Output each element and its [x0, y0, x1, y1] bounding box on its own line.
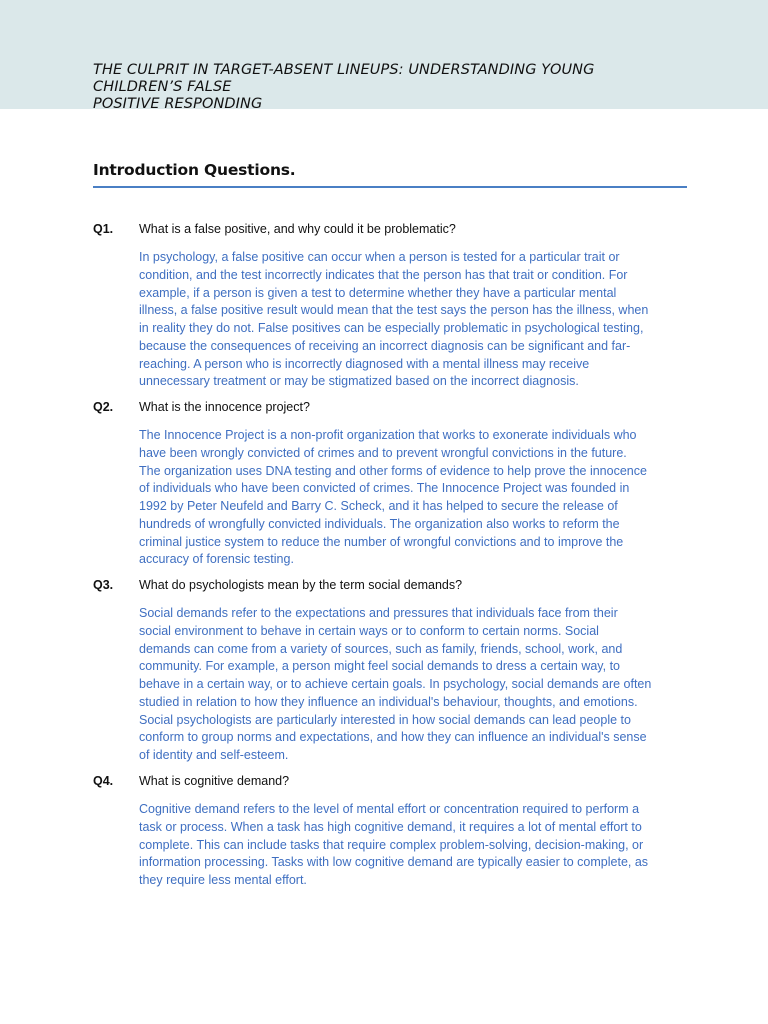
question-text: What do psychologists mean by the term social demands?: [139, 578, 463, 592]
answer-line: Social psychologists are particularly interested in how social demands can lead people to: [139, 712, 631, 727]
section-heading: Introduction Questions.: [93, 161, 296, 179]
answer-line: The Innocence Project is a non-profit organization that works to exonerate individuals who: [139, 428, 637, 442]
answer-line: of identity and self-esteem.: [139, 748, 289, 762]
answer-line: Social demands refer to the expectations and pressures that individuals face from their: [139, 606, 618, 620]
document-title: [93, 62, 693, 113]
answer-line: Cognitive demand refers to the level of mental effort or concentration required to perform a: [139, 802, 640, 816]
answer-line: in reality they do not. False positives can be especially problematic in psychological testing,: [139, 321, 644, 335]
question-block-3: [93, 578, 683, 765]
answer-line: In psychology, a false positive can occur when a person is tested for a particular trait or: [139, 250, 620, 264]
answer-line: unnecessary treatment or may be stigmatized based on the incorrect diagnosis.: [139, 374, 579, 389]
answer-line: studied in relation to how they influence an individual's behaviour, thoughts, and emotions.: [139, 694, 638, 709]
answer-line: complete. This can include tasks that require complex problem-solving, decision-making, or: [139, 837, 644, 852]
answer-line: conform to group norms and expectations, and how they can influence an individual's sense: [139, 730, 647, 745]
question-block-1: [93, 222, 683, 391]
answer-line: because the consequences of receiving an incorrect diagnosis can be significant and far-: [139, 338, 631, 353]
answer-text: [139, 801, 679, 890]
question-row: [93, 400, 683, 418]
question-row: [93, 774, 683, 792]
answer-line: The organization uses DNA testing and other forms of evidence to help prove the innocence: [139, 463, 647, 478]
answer-line: accuracy of forensic testing.: [139, 552, 294, 567]
question-number: Q4.: [93, 774, 114, 788]
question-block-4: [93, 774, 683, 890]
answer-line: social environment to behave in certain ways or to conform to certain norms. Social: [139, 623, 599, 638]
answer-text: [139, 249, 679, 391]
answer-line: 1992 by Peter Neufeld and Barry C. Scheck, and it has helped to secure the release of: [139, 499, 618, 513]
answer-line: reaching. A person who is incorrectly diagnosed with a mental illness may receive: [139, 356, 590, 371]
question-block-2: [93, 400, 683, 569]
answer-line: illness, a false positive result would mean that the test says the person has the illness, when: [139, 303, 649, 318]
answer-line: have been wrongly convicted of crimes and to prevent wrongful convictions in the future.: [139, 445, 627, 460]
answer-line: behave in a certain way, or to achieve certain goals. In psychology, social demands are often: [139, 677, 652, 691]
title-line-1: THE CULPRIT IN TARGET-ABSENT LINEUPS: UNDERSTANDING YOUNG: [93, 62, 595, 78]
question-row: [93, 222, 683, 240]
question-number: Q3.: [93, 578, 114, 592]
answer-text: [139, 427, 679, 569]
answer-text: [139, 605, 679, 765]
answer-line: hundreds of wrongfully convicted individuals. The organization also works to reform the: [139, 516, 620, 531]
question-number: Q1.: [93, 222, 114, 236]
title-line-3: POSITIVE RESPONDING: [93, 96, 263, 112]
answer-line: they require less mental effort.: [139, 873, 307, 887]
answer-line: example, if a person is given a test to determine whether they have a particular mental: [139, 285, 617, 300]
answer-line: community. For example, a person might feel social demands to dress a certain way, to: [139, 659, 620, 674]
answer-line: condition, and the test incorrectly indicates that the person has that trait or condition. For: [139, 267, 628, 282]
question-text: What is cognitive demand?: [139, 774, 290, 788]
answer-line: of individuals who have been convicted of crimes. The Innocence Project was founded in: [139, 481, 630, 496]
answer-line: demands can come from a variety of sources, such as family, friends, school, work, and: [139, 641, 623, 656]
question-number: Q2.: [93, 400, 114, 414]
question-row: [93, 578, 683, 596]
question-text: What is a false positive, and why could it be problematic?: [139, 222, 456, 236]
answer-line: information processing. Tasks with low cognitive demand are typically easier to complete, as: [139, 855, 649, 870]
answer-line: criminal justice system to reduce the number of wrongful convictions and to improve the: [139, 534, 624, 549]
section-divider: [93, 186, 687, 188]
answer-line: task or process. When a task has high cognitive demand, it requires a lot of mental effort to: [139, 819, 642, 834]
question-text: What is the innocence project?: [139, 400, 310, 414]
title-line-2: CHILDREN’S FALSE: [93, 79, 232, 95]
